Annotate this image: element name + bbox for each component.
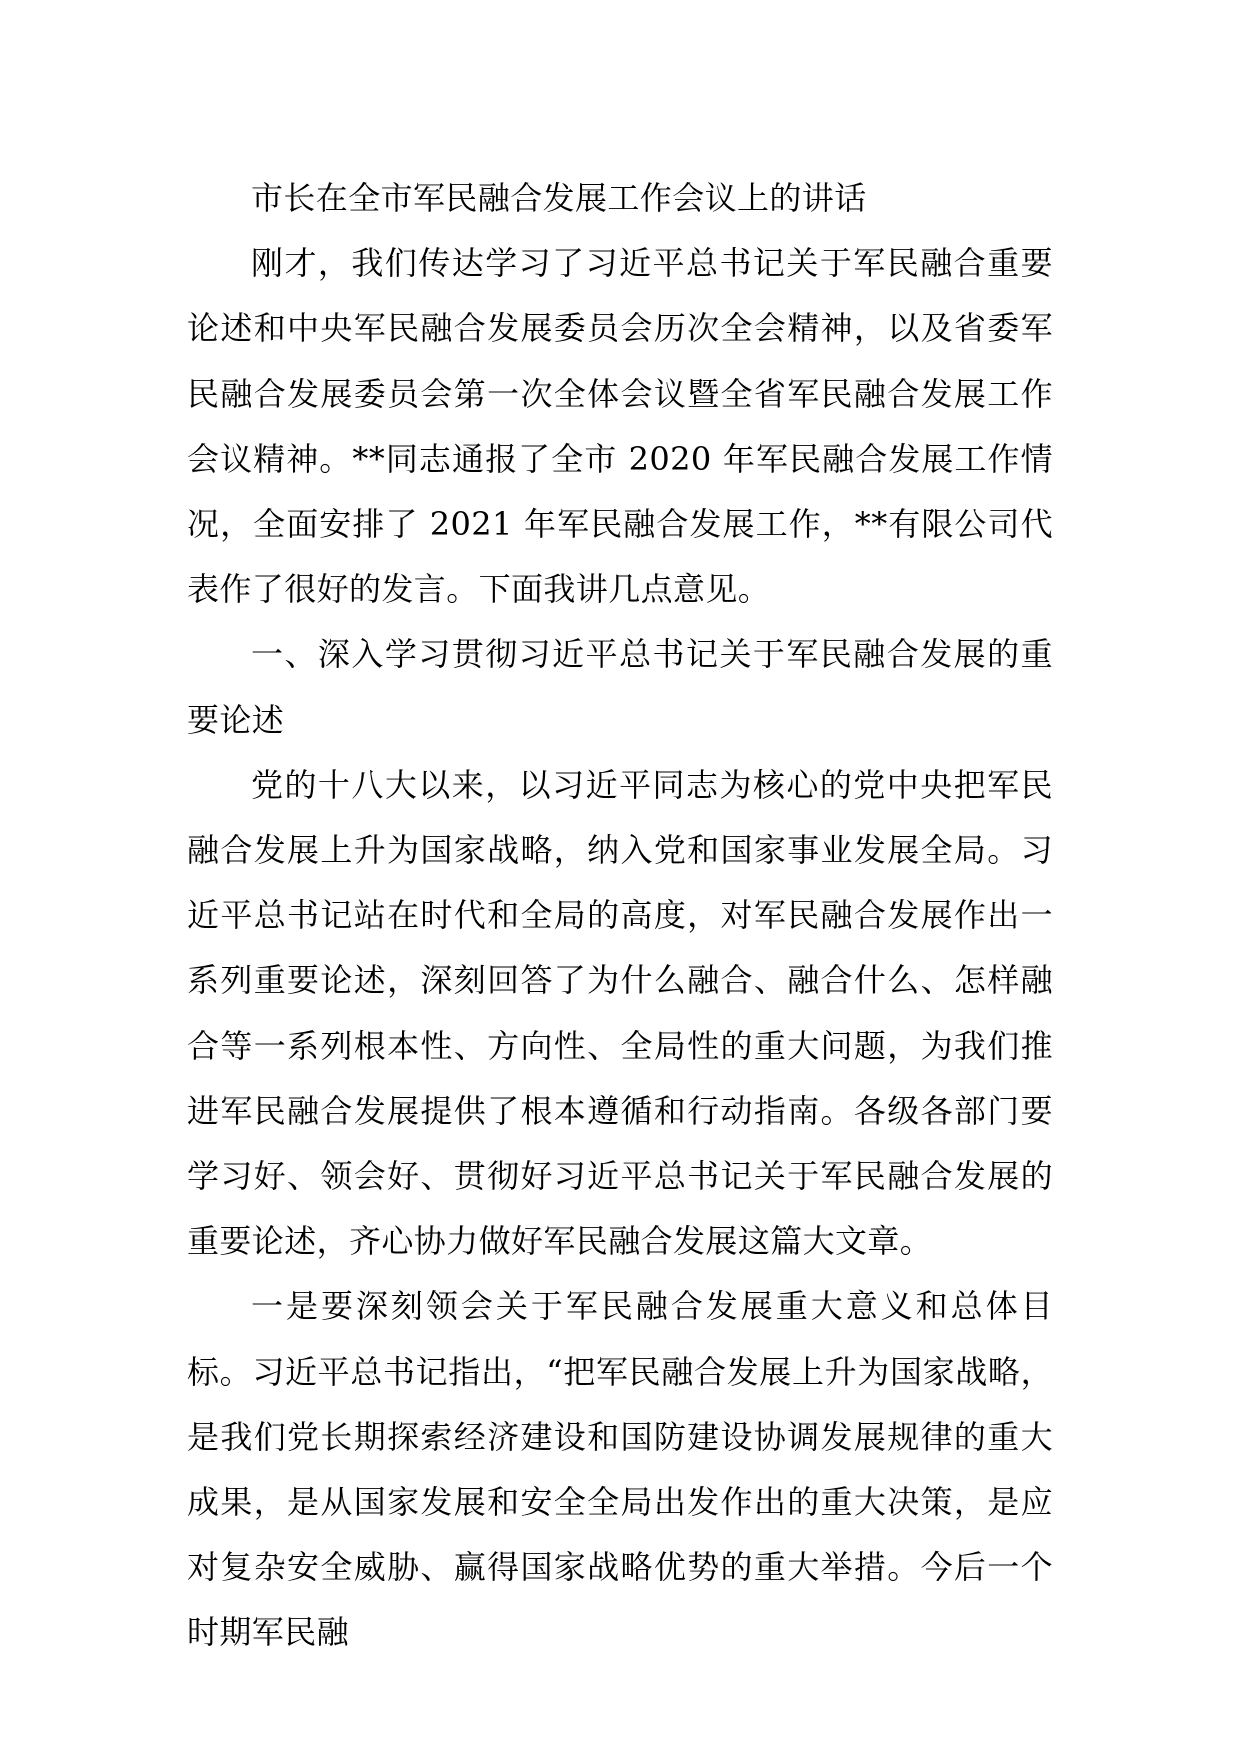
paragraph-opening: 刚才，我们传达学习了习近平总书记关于军民融合重要论述和中央军民融合发展委员会历次全会精神，以及省委军民融合发展委员会第一次全体会议暨全省军民融合发展工作会议精神。**同志通报了全市 2020 年军民融合发展工作情况，全面安排了 2021 年军民融合发展工作，**有限公司代表作了很好的发言。下面我讲几点意见。 [187, 244, 1053, 609]
section-heading-one: 一、深入学习贯彻习近平总书记关于军民融合发展的重要论述 [187, 635, 1053, 739]
paragraph-point-one: 一是要深刻领会关于军民融合发展重大意义和总体目标。习近平总书记指出，“把军民融合发展上升为国家战略，是我们党长期探索经济建设和国防建设协调发展规律的重大成果，是从国家发展和安全全局出发作出的重大决策，是应对复杂安全威胁、赢得国家战略优势的重大举措。今后一个时期军民融 [187, 1287, 1053, 1652]
paragraph-section-one-intro: 党的十八大以来，以习近平同志为核心的党中央把军民融合发展上升为国家战略，纳入党和国家事业发展全局。习近平总书记站在时代和全局的高度，对军民融合发展作出一系列重要论述，深刻回答了为什么融合、融合什么、怎样融合等一系列根本性、方向性、全局性的重大问题，为我们推进军民融合发展提供了根本遵循和行动指南。各级各部门要学习好、领会好、贯彻好习近平总书记关于军民融合发展的重要论述，齐心协力做好军民融合发展这篇大文章。 [187, 765, 1053, 1261]
document-title: 市长在全市军民融合发展工作会议上的讲话 [251, 179, 867, 217]
document-body [187, 166, 1053, 1666]
